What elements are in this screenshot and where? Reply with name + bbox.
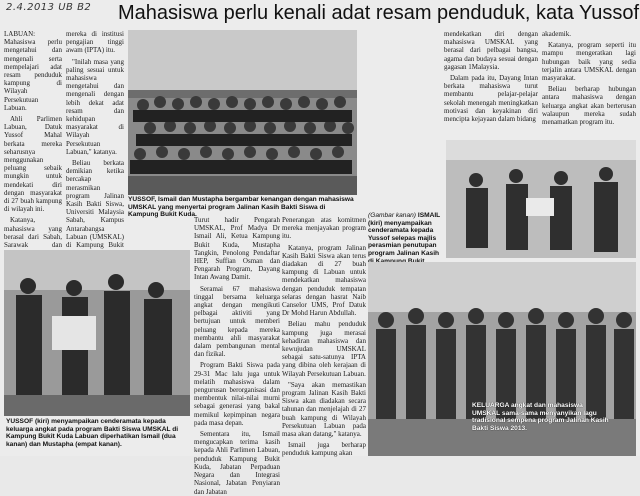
paragraph: Dalam pada itu, Dayang Intan berkata mahasiswa turut membantu pelajar-pelajar sekolah menengah meningkatkan motivasi dan keyakinan diri mencipta kejayaan dalam bidang bbox=[444, 74, 538, 124]
handwritten-date: 2.4.2013 UB B2 bbox=[6, 2, 92, 13]
paragraph: Katanya, program Jalinan Kasih Bakti Siswa akan terus diadakan di 27 buah kampung di Labuan untuk mendekatkan mahasiswa dengan penduduk tempatan selaras dengan hasrat Naib Canselor UMS, Prof Datuk Dr Mohd Harun Abdullah. bbox=[282, 243, 366, 318]
group-photo bbox=[128, 30, 357, 195]
paragraph: mereka di institusi pengajian tinggi awam (IPTA) itu. bbox=[66, 30, 124, 55]
paragraph: "Inilah masa yang paling sesuai untuk mahasiswa mengetahui dan mengenali dengan lebih dekat adat resam dan kehidupan masyarakat di Wilayah Persekutuan Labuan," katanya. bbox=[66, 57, 124, 156]
paragraph: mendekatkan diri dengan mahasiswa UMSKAL yang berasal dari pelbagai bangsa, agama dan budaya sesuai dengan gagasan 1Malaysia. bbox=[444, 30, 538, 71]
article-column-1 bbox=[4, 30, 62, 250]
paragraph: Turut hadir Pengarah UMSKAL, Prof Madya Dr Ismail Ali, Ketua Kampung Bukit Kuda, Mustapha Tangkin, Penolong Pendaftar HEP, Suffian Osman dan Pengarah Program, Dayang Intan Awang Damit. bbox=[194, 216, 280, 282]
caption-text: ISMAIL (kiri) menyampaikan cenderamata kepada Yussof selepas majlis perasmian penutupan program Jalinan Kasih bbox=[368, 212, 441, 257]
group-photo-caption: YUSSOF, Ismail dan Mustapha bergambar kenangan dengan mahasiswa UMSKAL yang menyertai program Jalinan Kasih Bakti Siswa di Kampung Bukit Kuda. bbox=[128, 196, 354, 219]
presentation-photo-caption: YUSSOF (kiri) menyampaikan cenderamata kepada keluarga angkat pada program Bakti Siswa UMSKAL di Kampung Bukit Kuda Labuan diperhatikan Ismail (dua kanan) dan Mustapha (empat kanan). bbox=[6, 418, 179, 448]
handover-photo bbox=[446, 140, 636, 258]
handover-photo-caption bbox=[368, 212, 444, 262]
presentation-photo bbox=[4, 250, 190, 416]
paragraph: Katanya, mahasiswa yang berasal dari Sabah, Sarawak dan bbox=[4, 216, 62, 250]
headline: Mahasiswa perlu kenali adat resam penduduk, kata Yussof bbox=[118, 2, 640, 24]
article-column-6 bbox=[542, 30, 636, 150]
paragraph: Ahli Parlimen Labuan, Datuk Yussof Mahal berkata mereka seharusnya menggunakan peluang sebaik mungkin untuk mendekati diri dengan masyarakat di 27 buah kampung di wilayah ini. bbox=[4, 115, 62, 214]
paragraph: Beliau mahu penduduk kampung juga merasai kehadiran mahasiswa dan kewujudan UMSKAL sebagai satu-satunya IPTA yang dibina oleh kerajaan di Wilayah Persekutuan Labuan. bbox=[282, 320, 366, 378]
article-column-3 bbox=[194, 216, 280, 496]
paragraph: Katanya, program seperti itu mampu mengeratkan lagi hubungan baik yang sedia terjalin antara UMSKAL dengan masyarakat. bbox=[542, 41, 636, 83]
paragraph: LABUAN: Mahasiswa perlu mengetahui dan mengenali serta mempelajari adat resam penduduk kampung di Wilayah Persekutuan Labuan. bbox=[4, 30, 62, 112]
caption-tag: (Gambar kanan) bbox=[368, 212, 417, 219]
article-column-4 bbox=[282, 216, 366, 456]
paragraph: akademik. bbox=[542, 30, 571, 38]
paragraph: Penerangan atas komitmen mereka menjayakan program itu. bbox=[282, 216, 366, 241]
paragraph: Beliau berkata demikian ketika bercakap merasmikan program Jalinan Kasih Bakti Siswa, Universiti Malaysia Sabah, Kampus Antarabangsa Labuan (UMSKAL) di Kampung Bukit bbox=[66, 159, 124, 250]
article-column-2 bbox=[66, 30, 124, 250]
paragraph: "Saya akan memastikan program Jalinan Kasih Bakti Siswa akan diadakan secara tahunan dan menjelajah di 27 buah kampung di Wilayah Persekutuan Labuan pada masa akan datang," katanya. bbox=[282, 380, 366, 439]
paragraph: Ismail juga berharap penduduk kampung akan bbox=[282, 441, 366, 458]
paragraph: Program Bakti Siswa pada 29-31 Mac lalu juga untuk melatih mahasiswa dalam pengurusan berorganisasi dan membentuk nilai-nilai murni sebagai generasi yang bakal memikul kepimpinan negara pada masa depan. bbox=[194, 361, 280, 427]
paragraph: Sementara itu, Ismail mengucapkan terima kasih kepada Ahli Parlimen Labuan, penduduk Kampung Bukit Kuda, Jabatan Perpaduan Negara dan Integrasi Nasional, Jabatan Penyiaran dan Jabatan bbox=[194, 430, 280, 496]
singing-photo-caption: KELUARGA angkat dan mahasiswa UMSKAL sama-sama menyanyikan lagu tradisional sempena program Jalinan Kasih Bakti Siswa 2013. bbox=[472, 402, 609, 432]
paragraph: Beliau berharap hubungan antara mahasiswa dengan keluarga angkat akan berterusan walaupun mereka sudah menamatkan program itu. bbox=[542, 85, 636, 127]
paragraph: Seramai 67 mahasiswa tinggal bersama keluarga angkat dengan mengikuti pelbagai aktiviti yang bertujuan untuk memberi peluang kepada mereka membantu ahli masyarakat dalam pembangunan mental dan fizikal. bbox=[194, 284, 280, 359]
